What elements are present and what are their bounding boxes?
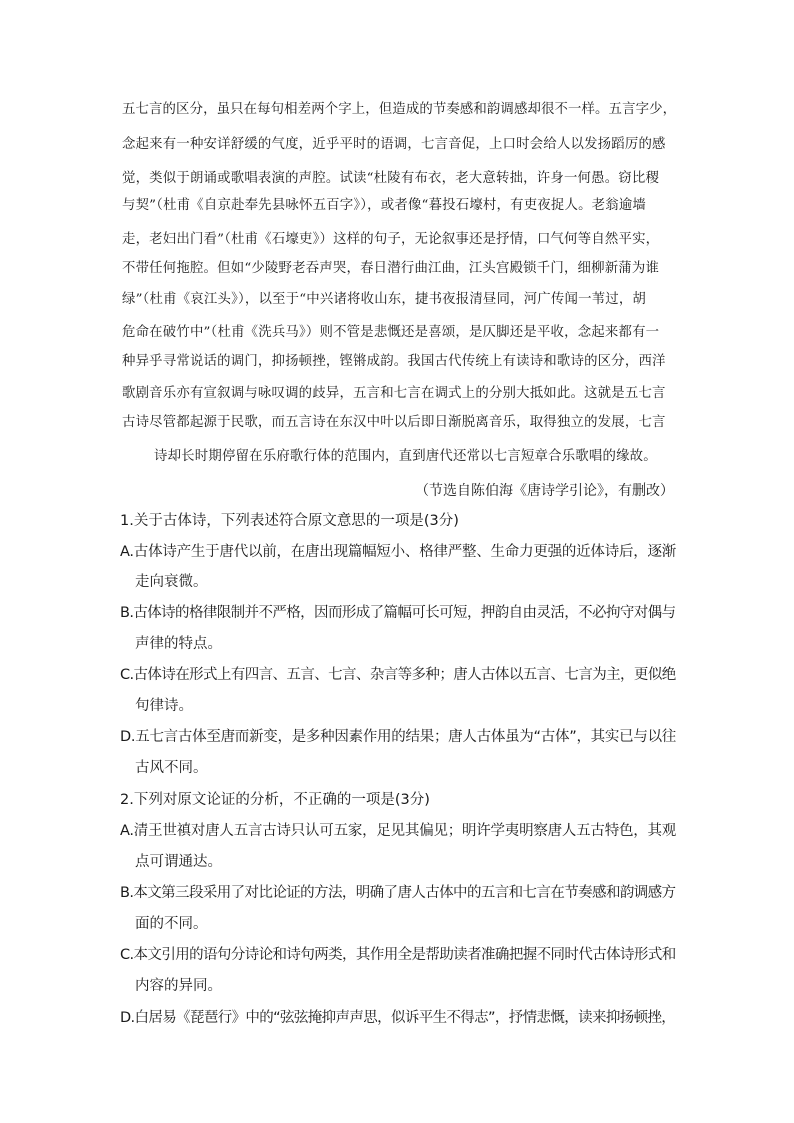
passage-line: 念起来有一种安详舒缓的气度，近乎平时的语调，七言音促，上口时会给人以发扬蹈厉的感 bbox=[122, 137, 666, 152]
question-2-option-b-cont: 面的不同。 bbox=[135, 916, 208, 932]
question-2-option-b: B.本文第三段采用了对比论证的方法，明确了唐人古体中的五言和七言在节奏感和韵调感方 bbox=[120, 885, 676, 901]
passage-line: 种异乎寻常说话的调门，抑扬顿挫，铿锵成韵。我国古代传统上有读诗和歌诗的区分，西洋 bbox=[122, 354, 666, 369]
passage-line: 不带任何拖腔。但如“少陵野老吞声哭，春日潜行曲江曲，江头宫殿锁千门，细柳新蒲为谁 bbox=[122, 261, 660, 276]
question-1-option-a: A.古体诗产生于唐代以前，在唐出现篇幅短小、格律严整、生命力更强的近体诗后，逐渐 bbox=[120, 544, 677, 560]
question-1-option-c: C.古体诗在形式上有四言、五言、七言、杂言等多种；唐人古体以五言、七言为主，更似绝 bbox=[120, 667, 676, 683]
passage-line: 危命在破竹中”（杜甫《洗兵马》）则不管是悲慨还是喜颂，是仄脚还是平收，念起来都有一 bbox=[122, 325, 660, 340]
question-1-option-d: D.五七言古体至唐而新变，是多种因素作用的结果；唐人古体虽为“古体”，其实已与以往 bbox=[120, 729, 677, 745]
question-1-stem: 1.关于古体诗，下列表述符合原文意思的一项是(3分) bbox=[120, 513, 459, 529]
passage-line: 古诗尽管都起源于民歌，而五言诗在东汉中叶以后即日渐脱离音乐，取得独立的发展，七言 bbox=[122, 415, 666, 430]
question-1-option-b: B.古体诗的格律限制并不严格，因而形成了篇幅可长可短，押韵自由灵活，不必拘守对偶与 bbox=[120, 605, 676, 621]
question-2-option-c-cont: 内容的异同。 bbox=[135, 978, 222, 994]
passage-line: 与契”（杜甫《自京赴奉先县咏怀五百字》），或者像“暮投石壕村，有吏夜捉人。老翁逾墙 bbox=[122, 198, 647, 213]
passage-line: 歌剧音乐亦有宣叙调与咏叹调的歧异，五言和七言在调式上的分别大抵如此。这就是五七言 bbox=[122, 386, 666, 401]
question-2-option-d: D.白居易《琵琶行》中的“弦弦掩抑声声思，似诉平生不得志”，抒情悲慨，读来抑扬顿挫， bbox=[120, 1010, 676, 1026]
passage-line: 觉，类似于朗诵或歌唱表演的声腔。试读“杜陵有布衣，老大意转拙，许身一何愚。窃比稷 bbox=[122, 171, 660, 186]
passage-line: 五七言的区分，虽只在每句相差两个字上，但造成的节奏感和韵调感却很不一样。五言字少， bbox=[122, 102, 677, 117]
passage-line: 走，老妇出门看”（杜甫《石壕吏》）这样的句子，无论叙事还是抒情，口气何等自然平实， bbox=[122, 232, 660, 247]
question-2-option-a-cont: 点可谓通达。 bbox=[135, 854, 222, 870]
question-2-option-c: C.本文引用的语句分诗论和诗句两类，其作用全是帮助读者准确把握不同时代古体诗形式和 bbox=[120, 947, 676, 963]
passage-line: 诗却长时期停留在乐府歌行体的范围内，直到唐代还常以七言短章合乐歌唱的缘故。 bbox=[154, 449, 657, 464]
question-1-option-b-cont: 声律的特点。 bbox=[135, 636, 222, 652]
question-1-option-d-cont: 古风不同。 bbox=[135, 760, 208, 776]
question-2-stem: 2.下列对原文论证的分析，不正确的一项是(3分) bbox=[120, 792, 430, 808]
passage-line: 绿”（杜甫《哀江头》），以至于“中兴诸将收山东，捷书夜报清昼同，河广传闻一苇过，胡 bbox=[122, 292, 647, 307]
question-1-option-a-cont: 走向衰微。 bbox=[135, 574, 208, 590]
question-2-option-a: A.清王世禛对唐人五言古诗只认可五家，足见其偏见；明许学夷明察唐人五古特色，其观 bbox=[120, 823, 677, 839]
question-1-option-c-cont: 句律诗。 bbox=[135, 698, 193, 714]
passage-source: （节选自陈伯海《唐诗学引论》，有删改） bbox=[415, 483, 674, 499]
